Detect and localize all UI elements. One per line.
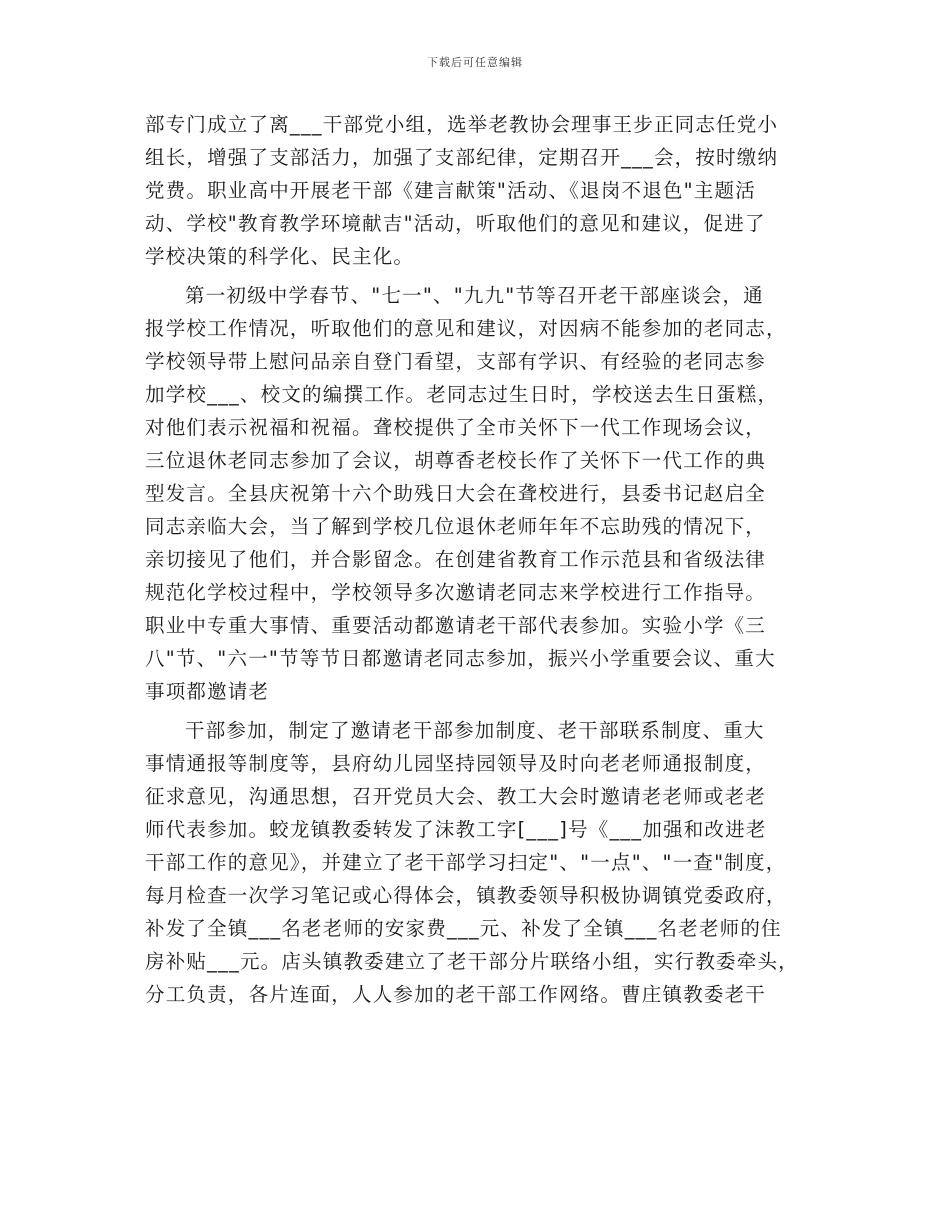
text-line: 事情通报等制度等，县府幼儿园坚持园领导及时向老老师通报制度， xyxy=(145,752,767,775)
text-line: 学校领导带上慰问品亲自登门看望，支部有学识、有经验的老同志参 xyxy=(145,350,767,373)
text-line: 房补贴___元。店头镇教委建立了老干部分片联络小组，实行教委牵头， xyxy=(145,950,799,973)
text-line: 事项都邀请老 xyxy=(145,680,270,703)
text-line: 型发言。全县庆祝第十六个助残日大会在聋校进行，县委书记赵启全 xyxy=(145,482,767,505)
text-line: 补发了全镇___名老老师的安家费___元、补发了全镇___名老老师的住 xyxy=(145,917,782,940)
text-line: 职业中专重大事情、重要活动都邀请老干部代表参加。实验小学《三 xyxy=(145,614,767,637)
text-line: 对他们表示祝福和祝福。聋校提供了全市关怀下一代工作现场会议， xyxy=(145,416,767,439)
text-line: 干部参加，制定了邀请老干部参加制度、老干部联系制度、重大 xyxy=(185,719,765,742)
text-line: 学校决策的科学化、民主化。 xyxy=(145,245,415,268)
text-line: 党费。职业高中开展老干部《建言献策"活动、《退岗不退色"主题活 xyxy=(145,179,756,202)
text-line: 加学校___、校文的编撰工作。老同志过生日时，学校送去生日蛋糕， xyxy=(145,383,779,406)
text-line: 三位退休老同志参加了会议，胡尊香老校长作了关怀下一代工作的典 xyxy=(145,449,767,472)
text-line: 每月检查一次学习笔记或心得体会，镇教委领导积极协调镇党委政府， xyxy=(145,884,787,907)
text-line: 八"节、"六一"节等节日都邀请老同志参加，振兴小学重要会议、重大 xyxy=(145,647,776,670)
text-line: 组长，增强了支部活力，加强了支部纪律，定期召开___会，按时缴纳 xyxy=(145,146,779,169)
page-header: 下载后可任意编辑 xyxy=(427,56,523,69)
text-line: 干部工作的意见》，并建立了老干部学习扫定"、"一点"、"一查"制度， xyxy=(145,851,787,874)
text-line: 分工负责，各片连面，人人参加的老干部工作网络。曹庄镇教委老干 xyxy=(145,983,767,1006)
text-line: 规范化学校过程中，学校领导多次邀请老同志来学校进行工作指导。 xyxy=(145,581,767,604)
text-line: 报学校工作情况，听取他们的意见和建议，对因病不能参加的老同志， xyxy=(145,317,787,340)
text-line: 师代表参加。蛟龙镇教委转发了沫教工字[___]号《___加强和改进老 xyxy=(145,818,767,841)
document-body xyxy=(145,108,815,1011)
text-line: 第一初级中学春节、"七一"、"九九"节等召开老干部座谈会，通 xyxy=(185,284,764,307)
text-line: 亲切接见了他们，并合影留念。在创建省教育工作示范县和省级法律 xyxy=(145,548,767,571)
text-line: 征求意见，沟通思想，召开党员大会、教工大会时邀请老老师或老老 xyxy=(145,785,767,808)
text-line: 动、学校"教育教学环境献吉"活动，听取他们的意见和建议，促进了 xyxy=(145,212,766,235)
text-line: 部专门成立了离___干部党小组，选举老教协会理事王步正同志任党小 xyxy=(145,113,779,136)
text-line: 同志亲临大会，当了解到学校几位退休老师年年不忘助残的情况下， xyxy=(145,515,767,538)
